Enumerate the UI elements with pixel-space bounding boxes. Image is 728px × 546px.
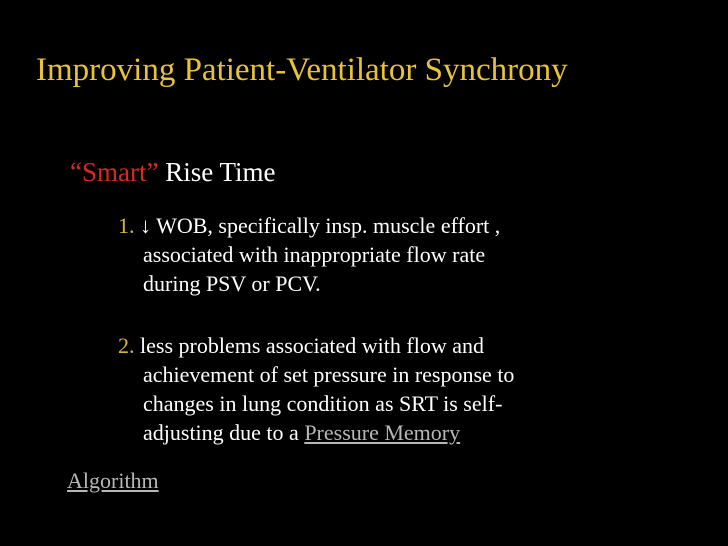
item1-line1 xyxy=(118,211,698,240)
item1-line2: associated with inappropriate flow rate xyxy=(143,242,486,267)
item2-line1 xyxy=(118,331,698,360)
heading-text: Rise Time xyxy=(158,157,276,187)
algorithm-link[interactable]: Algorithm xyxy=(67,468,159,493)
item2-line2: achievement of set pressure in response to xyxy=(143,362,515,387)
slide-heading xyxy=(70,152,276,192)
item2-line3: changes in lung condition as SRT is self- xyxy=(143,391,503,416)
heading-highlight: “Smart” xyxy=(70,157,159,187)
item1-text-line1: WOB, specifically insp. muscle effort , xyxy=(151,213,501,238)
item2-line4 xyxy=(118,418,698,447)
item1-number: 1. xyxy=(118,213,135,238)
item2-text-line1: less problems associated with flow and xyxy=(134,333,484,358)
item2-line5 xyxy=(67,466,159,495)
down-arrow-icon: ↓ xyxy=(140,213,151,238)
list-item-2 xyxy=(118,331,698,447)
item2-text-line4: adjusting due to a xyxy=(143,420,305,445)
list-item-1 xyxy=(118,211,698,298)
item1-line3: during PSV or PCV. xyxy=(143,271,321,296)
item2-number: 2. xyxy=(118,333,135,358)
pressure-memory-link[interactable]: Pressure Memory xyxy=(304,420,461,445)
slide-title: Improving Patient-Ventilator Synchrony xyxy=(36,52,568,88)
